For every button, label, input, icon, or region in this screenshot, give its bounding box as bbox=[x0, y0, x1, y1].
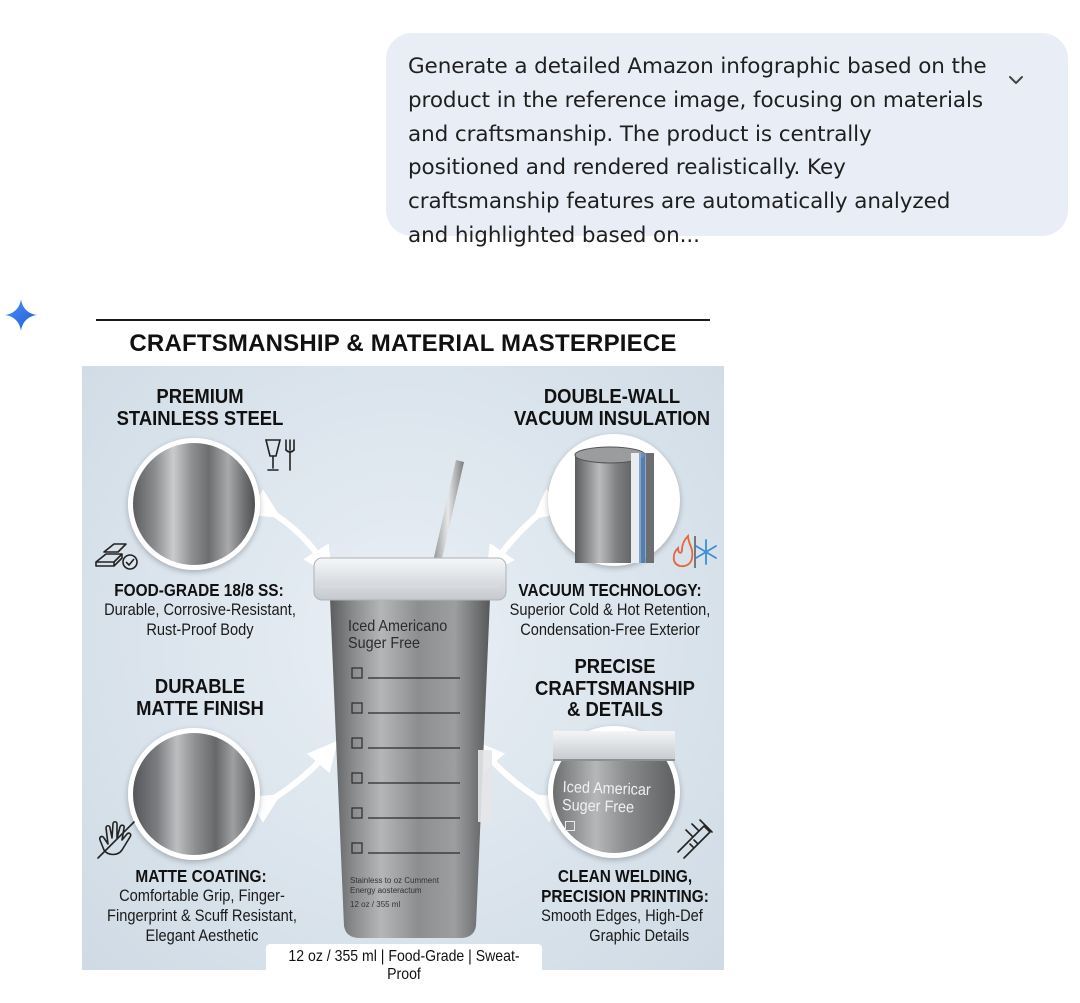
vacuum-cutaway-illustration bbox=[553, 439, 675, 561]
bottom-spec-text: 12 oz / 355 ml | Food-Grade | Sweat-Proof bbox=[288, 948, 520, 983]
vacuum-desc-line1: Superior Cold & Hot Retention, bbox=[509, 600, 711, 619]
header-rule bbox=[96, 319, 710, 321]
food-safe-icon bbox=[264, 436, 300, 474]
craft-heading-line1: PRECISE bbox=[574, 655, 656, 678]
steel-heading-line1: PREMIUM bbox=[156, 385, 244, 408]
steel-desc-line1: Durable, Corrosive-Resistant, bbox=[104, 600, 296, 619]
craft-sub-title-line1: CLEAN WELDING, bbox=[557, 866, 693, 886]
matte-sub-title: MATTE COATING: bbox=[135, 866, 267, 886]
tumbler-label bbox=[348, 618, 447, 652]
hand-grip-icon bbox=[96, 820, 136, 860]
matte-desc-line3: Elegant Aesthetic bbox=[145, 926, 259, 945]
steel-heading-line2: STAINLESS STEEL bbox=[116, 406, 284, 430]
fine-print-line1: Stainless to oz Cumment bbox=[350, 876, 439, 885]
fine-print-line2: Energy aosteractum bbox=[350, 886, 422, 895]
craft-detail-circle bbox=[548, 726, 680, 858]
user-prompt-text: Generate a detailed Amazon infographic based on the product in the reference image, focusing on materials and craftsmanship. The product is centrally positioned and rendered realistically. Key craftsmanship features are automatically analyzed and highlighted based on... bbox=[408, 54, 987, 248]
matte-desc-line2: Fingerprint & Scuff Resistant, bbox=[107, 906, 297, 925]
craft-sub-title bbox=[533, 866, 718, 906]
craft-sub-title-line2: PRECISION PRINTING: bbox=[541, 886, 709, 906]
infographic-header bbox=[82, 318, 724, 366]
matte-heading-line2: MATTE FINISH bbox=[136, 696, 264, 720]
vacuum-sub-title: VACUUM TECHNOLOGY: bbox=[518, 580, 702, 600]
tumbler-product bbox=[310, 458, 510, 948]
zoom-label-line1: Iced Americar bbox=[562, 779, 651, 800]
steel-desc-line2: Rust-Proof Body bbox=[146, 620, 254, 639]
lid-rim-detail bbox=[553, 731, 675, 761]
craft-heading bbox=[522, 656, 707, 721]
zoom-checkbox bbox=[565, 821, 575, 831]
bottom-spec-strip bbox=[266, 944, 542, 983]
vacuum-description bbox=[500, 600, 720, 640]
generated-infographic-image[interactable] bbox=[82, 318, 724, 983]
steel-description bbox=[99, 600, 302, 640]
matte-texture-circle bbox=[128, 728, 260, 860]
zoom-label-line2: Suger Free bbox=[561, 796, 635, 817]
tumbler-label-line2: Suger Free bbox=[348, 635, 421, 652]
infographic-title: CRAFTSMANSHIP & MATERIAL MASTERPIECE bbox=[129, 330, 677, 357]
steel-sub-title: FOOD-GRADE 18/8 SS: bbox=[114, 580, 284, 600]
vacuum-heading-line1: DOUBLE-WALL bbox=[543, 385, 681, 408]
steel-texture-circle bbox=[128, 438, 260, 570]
sparkle-icon bbox=[4, 298, 38, 332]
craft-desc-line1: Smooth Edges, High-Def bbox=[541, 906, 703, 925]
matte-heading-line1: DURABLE bbox=[154, 675, 246, 698]
infographic-body bbox=[82, 366, 724, 970]
craft-desc-line2: Graphic Details bbox=[589, 926, 690, 945]
matte-description bbox=[99, 886, 305, 946]
tumbler-label-line1: Iced Americano bbox=[348, 618, 448, 635]
metal-bars-icon bbox=[92, 532, 140, 572]
fine-print-line3: 12 oz / 355 ml bbox=[350, 900, 401, 909]
vacuum-cutaway-circle bbox=[548, 434, 680, 566]
zoom-label bbox=[562, 779, 651, 818]
craft-heading-line3: & DETAILS bbox=[566, 698, 664, 721]
chevron-down-icon[interactable] bbox=[1001, 65, 1031, 95]
matte-heading bbox=[112, 676, 288, 719]
matte-desc-line1: Comfortable Grip, Finger- bbox=[119, 886, 285, 905]
craft-heading-line2: CRAFTSMANSHIP bbox=[535, 676, 695, 700]
tumbler-fine-print bbox=[350, 876, 439, 910]
craft-description bbox=[536, 906, 708, 946]
vacuum-heading bbox=[504, 386, 720, 429]
tumbler-illustration bbox=[310, 458, 510, 948]
hot-cold-icon bbox=[670, 534, 716, 570]
steel-heading bbox=[112, 386, 288, 429]
vacuum-heading-line2: VACUUM INSULATION bbox=[513, 406, 711, 430]
vacuum-desc-line2: Condensation-Free Exterior bbox=[520, 620, 700, 639]
user-prompt-bubble bbox=[386, 33, 1068, 248]
caliper-icon bbox=[674, 818, 714, 858]
